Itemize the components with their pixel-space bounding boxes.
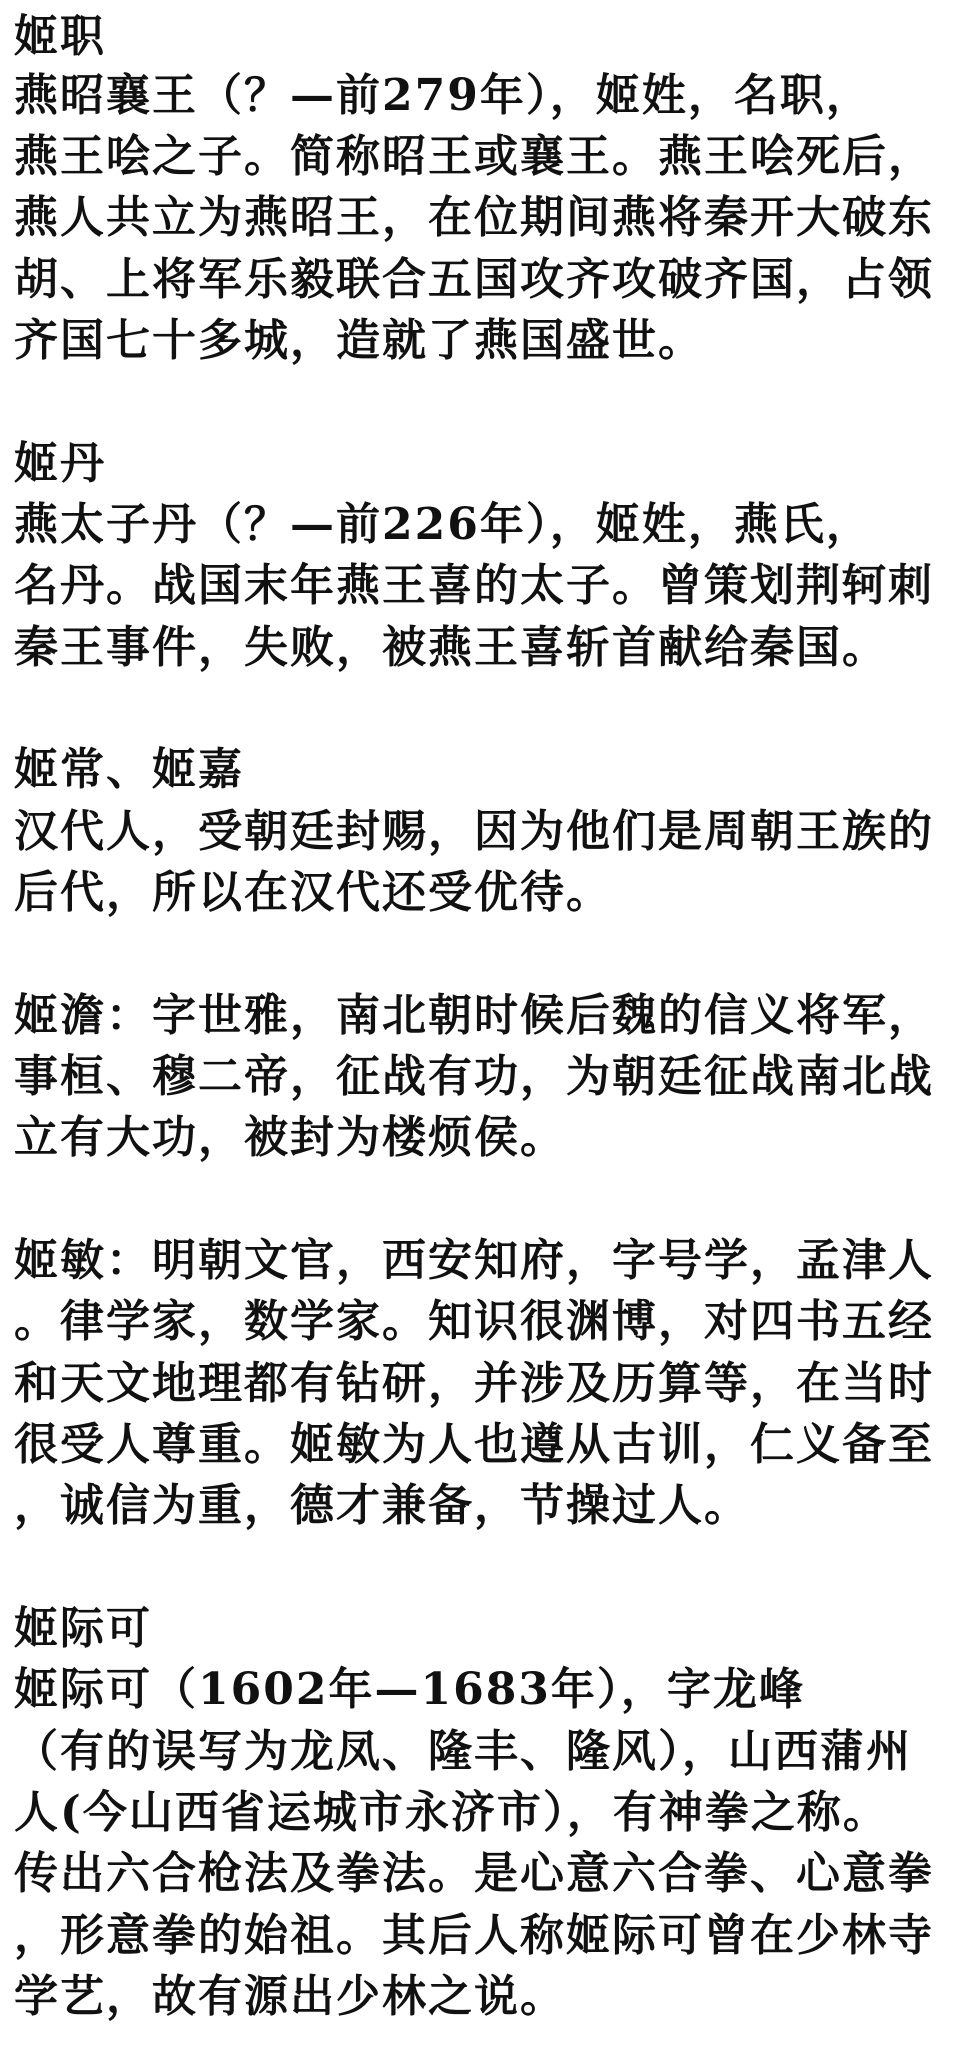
paragraph-line: 很受人尊重。姬敏为人也遵从古训，仁义备至 xyxy=(14,1419,934,1470)
paragraph-line: 事桓、穆二帝，征战有功，为朝廷征战南北战 xyxy=(14,1051,934,1102)
section-heading: 姬丹 xyxy=(14,438,106,489)
paragraph-line: 和天文地理都有钻研，并涉及历算等，在当时 xyxy=(14,1358,934,1409)
paragraph-line: ，形意拳的始祖。其后人称姬际可曾在少林寺 xyxy=(14,1910,934,1961)
paragraph-line: 名丹。战国末年燕王喜的太子。曾策划荆轲刺 xyxy=(14,560,934,611)
paragraph-line: 秦王事件，失败，被燕王喜斩首献给秦国。 xyxy=(14,622,888,673)
paragraph-line: 立有大功，被封为楼烦侯。 xyxy=(14,1112,566,1163)
paragraph-line: 燕王哙之子。简称昭王或襄王。燕王哙死后， xyxy=(14,131,934,182)
paragraph-line: 汉代人，受朝廷封赐，因为他们是周朝王族的 xyxy=(14,806,934,857)
paragraph-line: ，诚信为重，德才兼备，节操过人。 xyxy=(14,1480,750,1531)
paragraph-line: 燕太子丹（？—前226年），姬姓，燕氏， xyxy=(14,499,872,550)
paragraph-line: 胡、上将军乐毅联合五国攻齐攻破齐国，占领 xyxy=(14,254,934,305)
paragraph-line: 后代，所以在汉代还受优待。 xyxy=(14,867,612,918)
paragraph-line: 燕人共立为燕昭王，在位期间燕将秦开大破东 xyxy=(14,192,934,243)
section-heading: 姬常、姬嘉 xyxy=(14,744,244,795)
paragraph-line: 燕昭襄王（？—前279年），姬姓，名职， xyxy=(14,70,872,121)
paragraph-line: 学艺，故有源出少林之说。 xyxy=(14,1971,566,2022)
section-heading: 姬职 xyxy=(14,11,106,62)
section-heading: 姬际可 xyxy=(14,1603,152,1654)
paragraph-line: （有的误写为龙凤、隆丰、隆风），山西蒲州 xyxy=(14,1726,912,1777)
paragraph-line: 姬际可（1602年—1683年），字龙峰 xyxy=(14,1664,805,1715)
paragraph-line: 齐国七十多城，造就了燕国盛世。 xyxy=(14,315,704,366)
paragraph-line: 传出六合枪法及拳法。是心意六合拳、心意拳 xyxy=(14,1848,934,1899)
paragraph-line: 人(今山西省运城市永济市），有神拳之称。 xyxy=(14,1787,889,1838)
paragraph-line: 姬澹：字世雅，南北朝时候后魏的信义将军， xyxy=(14,990,934,1041)
paragraph-line: 。律学家，数学家。知识很渊博，对四书五经 xyxy=(14,1296,934,1347)
paragraph-line: 姬敏：明朝文官，西安知府，字号学，孟津人 xyxy=(14,1235,934,1286)
